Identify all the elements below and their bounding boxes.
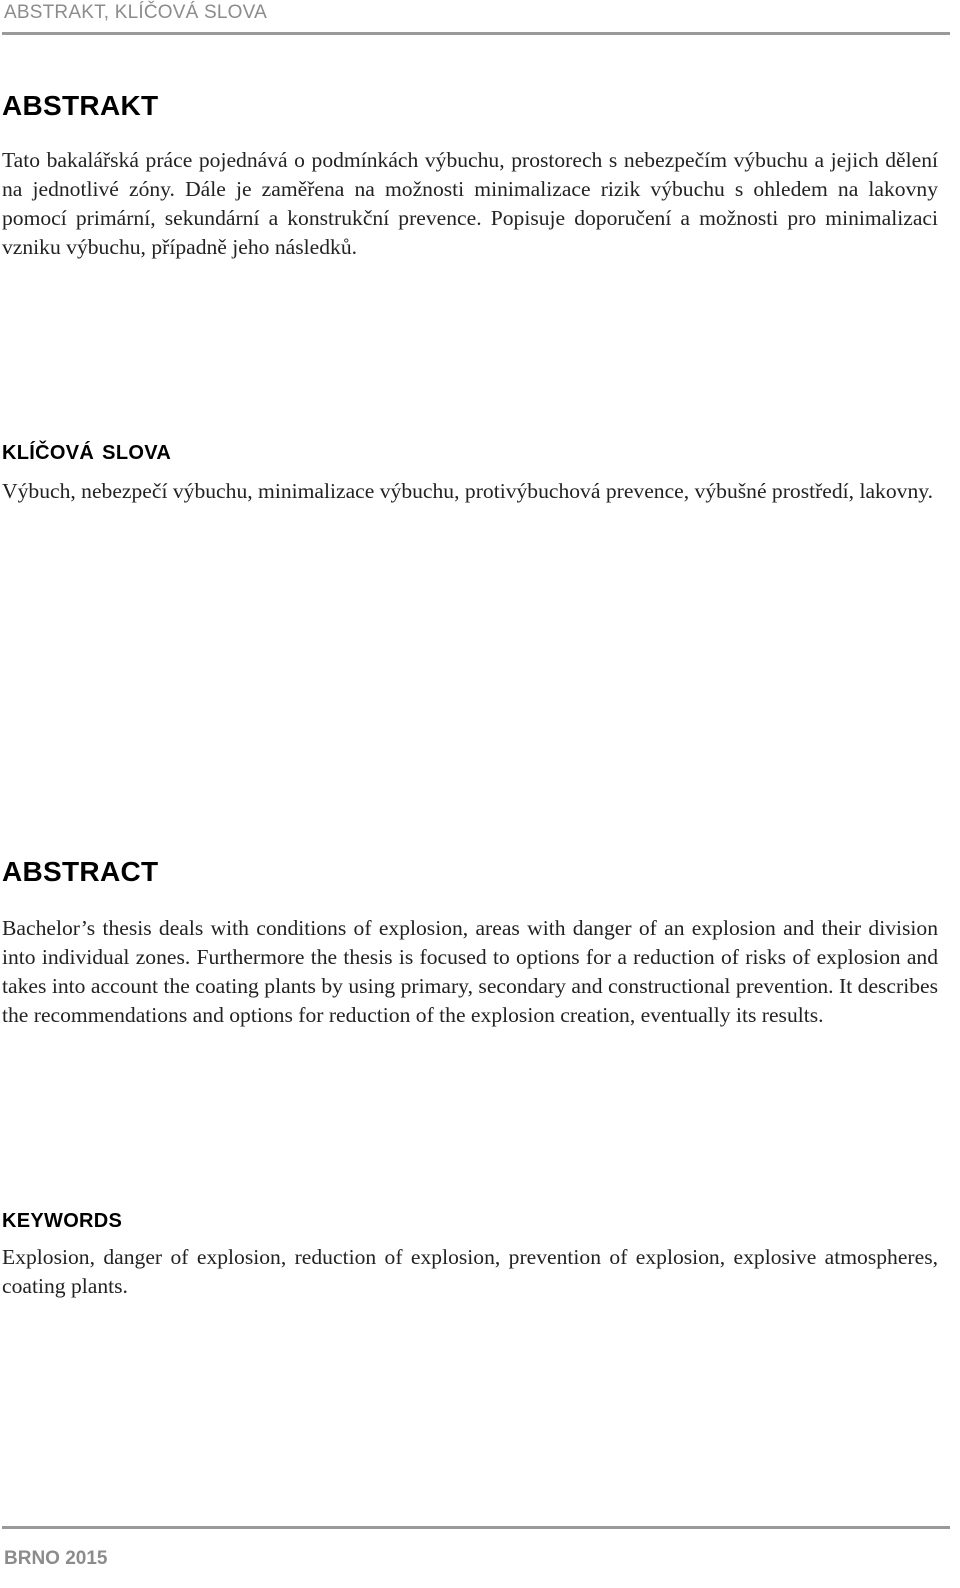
section-keywords — [2, 1202, 938, 1301]
footer-rule — [2, 1526, 950, 1529]
abstrakt-text: Tato bakalářská práce pojednává o podmínkách výbuchu, prostorech s nebezpečím výbuchu a jejich dělení na jednotlivé zóny. Dále je zaměřena na možnosti minimalizace rizik výbuchu s ohledem na lakovny pomocí primární, sekundární a konstrukční prevence. Popisuje doporučení a možnosti pro minimalizaci vzniku výbuchu, případně jeho následků. — [2, 148, 938, 259]
heading-abstract: abstract — [2, 846, 159, 890]
running-footer: BRNO 2015 — [4, 1548, 108, 1569]
abstract-text: Bachelor’s thesis deals with conditions of explosion, areas with danger of an explosion and their division into individual zones. Furthermore the thesis is focused to options for a reduction of risks of explosion and takes into account the coating plants by using primary, secondary and constructional prevention. It describes the recommendations and options for reduction of the explosion creation, eventually its results. — [2, 916, 938, 1027]
section-abstrakt — [2, 80, 938, 262]
klicova-slova-text: Výbuch, nebezpečí výbuchu, minimalizace výbuchu, protivýbuchová prevence, výbušné prostředí, lakovny. — [2, 479, 934, 503]
section-klicova-slova — [2, 434, 938, 506]
heading-klicova-slova: klíčová slova — [2, 434, 172, 465]
section-abstract — [2, 846, 938, 1030]
heading-keywords: keywords — [2, 1202, 123, 1233]
running-header: ABSTRAKT, KLÍČOVÁ SLOVA — [4, 2, 267, 23]
heading-abstrakt: abstrakt — [2, 80, 159, 124]
keywords-text: Explosion, danger of explosion, reduction of explosion, prevention of explosion, explosive atmospheres, coating plants. — [2, 1245, 938, 1298]
header-rule — [2, 32, 950, 35]
